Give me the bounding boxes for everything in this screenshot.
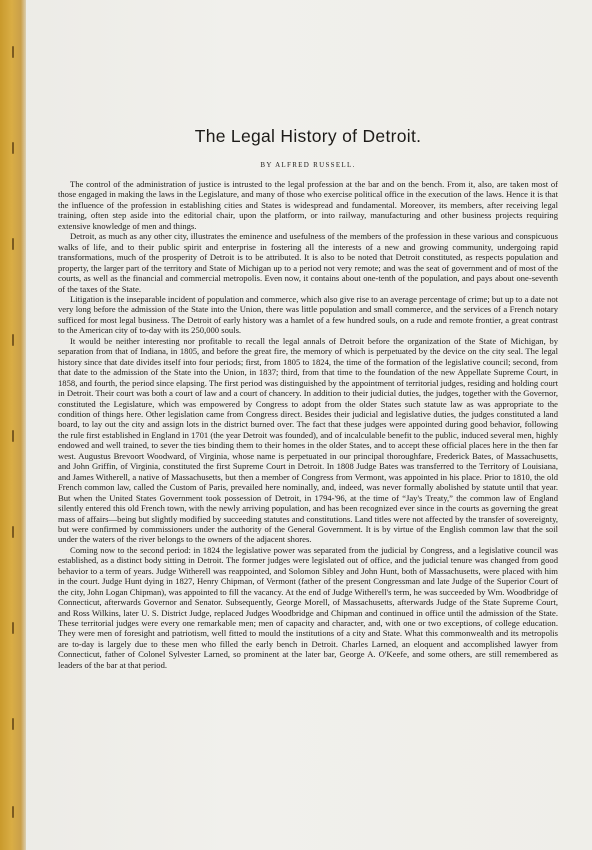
- paragraph: It would be neither interesting nor profitable to recall the legal annals of Detroit before the organization of the State of Michigan, by separation from that of Indiana, in 1805, and before the great fire, the memory of which is perpetuated by the device on the city seal. The legal history since that date divides itself into four periods; first, from 1805 to 1824, the time of the formation of the legislative council; second, from that date to the admission of the State into the Union, in 1837; third, from that time to the foundation of the new Appellate Supreme Court, in 1858, and fourth, the period since elapsing. The first period was distinguished by the appointment of territorial judges, residing and holding court in Detroit. Their court was both a court of law and a court of chancery. In addition to their judicial duties, the judges, together with the Governor, constituted the Legislature, which was empowered by Congress to adopt from the older States such statute law as was appropriate to the condition of things here. Other legislation came from Congress direct. Besides their judicial and legislative duties, the judges constituted a land board, to lay out the city and assign lots in the district burned over. The fact that these judges were appointed during good behavior, following the rule first established in England in 1701 (the year Detroit was founded), and of incalculable benefit to the public, induced several men, highly endowed and well trained, to sever the ties binding them to their homes in the older States, and to accept these official places here in the then far west. Augustus Brevoort Woodward, of Virginia, whose name is perpetuated in our principal thoroughfare, Frederick Bates, of Massachusetts, and John Griffin, of Virginia, constituted the first Supreme Court in Detroit. In 1808 Judge Bates was transferred to the Territory of Louisiana, and James Witherell, a native of Massachusetts, but then a member of Congress from Vermont, was appointed in his place. Prior to 1810, the old French common law, called the Custom of Paris, prevailed here nominally, and, indeed, was never formally abolished by statute until that year. But when the United States Government took possession of Detroit, in 1794-'96, at the time of “Jay's Treaty,” the common law of England silently entered this old French town, with the newly arriving population, and has been recognized ever since in the courts as governing the great mass of affairs—being but slightly modified by succeeding statutes and constitutions. Land titles were not affected by the transfer of sovereignty, but were confirmed by commissioners under the authority of the General Government. It is by virtue of the English common law that the soil under the waters of the river belongs to the owners of the adjacent shores.: [58, 335, 558, 545]
- paragraph: Coming now to the second period: in 1824 the legislative power was separated from the judicial by Congress, and a legislative council was established, as a distinct body sitting in Detroit. The former judges were legislated out of office, and the judicial tenure was changed from good behavior to a term of years. Judge Witherell was reappointed, and Solomon Sibley and John Hunt, both of Massachusetts, were placed with him in the court. Judge Hunt dying in 1827, Henry Chipman, of Vermont (father of the present Congressman and late Judge of the Superior Court of the city, John Logan Chipman), was appointed to fill the vacancy. At the end of Judge Witherell's term, he was succeeded by Wm. Woodbridge of Connecticut, afterwards Governor and Senator. Subsequently, George Morell, of Massachusetts, afterwards Judge of the State Supreme Court, and Ross Wilkins, later U. S. District Judge, replaced Judges Woodbridge and Chipman and continued in office until the admission of the State. These territorial judges were every one remarkable men; men of capacity and character, and, with one or two exceptions, of college education. They were men of foresight and patriotism, well fitted to mould the institutions of a city and State. What this commonwealth and its metropolis are to-day is largely due to these men who filled the early bench in Detroit. Charles Larned, an eloquent and accomplished lawyer from Connecticut, father of Colonel Sylvester Larned, so prominent at the later bar, George A. O'Keefe, and some others, are still remembered as leaders of the bar at that period.: [58, 544, 558, 670]
- binding-stitch: [12, 622, 14, 634]
- binding-stitch: [12, 430, 14, 442]
- article-title: The Legal History of Detroit.: [194, 126, 422, 146]
- binding-stitch: [12, 806, 14, 818]
- binding-stitch: [12, 718, 14, 730]
- binding-stitch: [12, 526, 14, 538]
- paragraph: Litigation is the inseparable incident of population and commerce, which also give rise to an average percentage of crime; but up to a date not very long before the admission of the State into the Union, there was little population and small commerce, and the services of a French notary sufficed for most legal business. The Detroit of early history was a hamlet of a few hundred souls, on a rude and remote frontier, a great contrast to the American city of to-day with its 250,000 souls.: [58, 293, 559, 336]
- article-byline: BY ALFRED RUSSELL.: [260, 161, 356, 169]
- binding-strip: [0, 0, 26, 850]
- paragraph: The control of the administration of justice is intrusted to the legal profession at the bar and on the bench. From it, also, are taken most of those engaged in making the laws in the Legislature, and many of those who exercise political office in the execution of the laws. Hence it is that the influence of the profession in establishing cities and States is widespread and fundamental. Moreover, its members, after receiving legal training, often step aside into the editorial chair, upon the platform, or into railway, manufacturing and other business projects requiring extensive knowledge of men and things.: [58, 179, 558, 231]
- paragraph: Detroit, as much as any other city, illustrates the eminence and usefulness of the members of the profession in these various and conspicuous walks of life, and to their public spirit and enterprise in fostering all the interests of a new and growing community, undergoing rapid transformations, much of the prosperity of Detroit is to be attributed. It is also to be noted that Detroit constituted, as respects population and property, the larger part of the territory and State of Michigan up to a period not very remote; and was the seat of government and of most of the courts, as well as the financial and commercial metropolis. Even now, it contains about one-tenth of the population, and pays about one-seventh of the taxes of the State.: [58, 231, 558, 294]
- binding-stitch: [12, 142, 14, 154]
- binding-stitch: [12, 238, 14, 250]
- binding-stitch: [12, 334, 14, 346]
- binding-stitch: [12, 46, 14, 58]
- article: [58, 126, 558, 670]
